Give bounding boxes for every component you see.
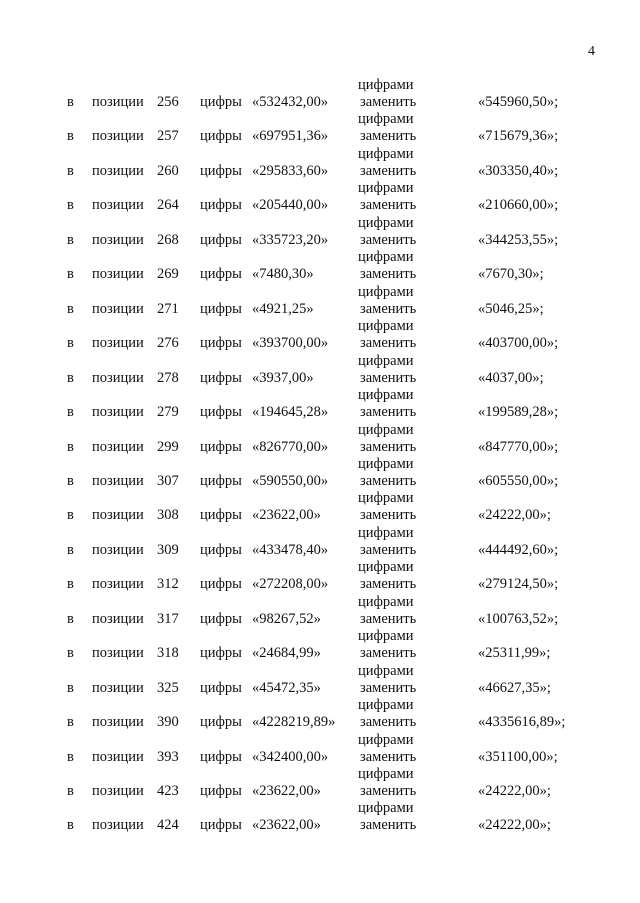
word-zamenit: заменить xyxy=(360,714,417,731)
new-value: «715679,36»; xyxy=(478,128,559,145)
word-pozicii: позиции xyxy=(92,162,144,179)
word-pozicii: позиции xyxy=(92,783,144,799)
word-pozicii: позиции xyxy=(92,335,144,352)
word-pozicii: позиции xyxy=(92,714,144,731)
word-ciframi: цифрами xyxy=(358,559,414,576)
word-pozicii: позиции xyxy=(92,472,144,489)
word-cifry: цифры xyxy=(200,335,242,352)
word-ciframi: цифрами xyxy=(358,524,414,541)
amendment-row xyxy=(0,283,640,318)
position-number: 318 xyxy=(157,645,179,662)
word-pozicii: позиции xyxy=(92,128,144,145)
word-cifry: цифры xyxy=(200,576,242,593)
word-ciframi: цифрами xyxy=(358,77,414,93)
word-v: в xyxy=(67,128,74,145)
page-number: 4 xyxy=(588,44,595,59)
amendment-row xyxy=(0,766,640,800)
word-cifry: цифры xyxy=(200,472,242,489)
old-value: «393700,00» xyxy=(252,335,329,352)
amendment-row xyxy=(0,800,640,834)
old-value: «3937,00» xyxy=(252,369,314,386)
position-number: 423 xyxy=(157,783,179,799)
position-number: 309 xyxy=(157,541,179,558)
word-zamenit: заменить xyxy=(360,231,417,248)
old-value: «295833,60» xyxy=(252,162,329,179)
new-value: «24222,00»; xyxy=(478,783,551,799)
new-value: «199589,28»; xyxy=(478,404,559,421)
word-v: в xyxy=(67,507,74,524)
word-zamenit: заменить xyxy=(360,335,417,352)
amendment-row xyxy=(0,421,640,456)
position-number: 278 xyxy=(157,369,179,386)
new-value: «4335616,89»; xyxy=(478,714,566,731)
word-v: в xyxy=(67,472,74,489)
word-cifry: цифры xyxy=(200,817,242,834)
word-zamenit: заменить xyxy=(360,404,417,421)
amendment-row xyxy=(0,318,640,352)
amendment-row xyxy=(0,180,640,214)
amendment-row xyxy=(0,145,640,180)
old-value: «205440,00» xyxy=(252,197,329,214)
word-ciframi: цифрами xyxy=(358,593,414,610)
old-value: «45472,35» xyxy=(252,679,321,696)
new-value: «4037,00»; xyxy=(478,369,544,386)
word-v: в xyxy=(67,817,74,834)
old-value: «4228219,89» xyxy=(252,714,336,731)
word-zamenit: заменить xyxy=(360,576,417,593)
word-v: в xyxy=(67,162,74,179)
position-number: 264 xyxy=(157,197,179,214)
position-number: 424 xyxy=(157,817,179,834)
word-zamenit: заменить xyxy=(360,197,417,214)
word-cifry: цифры xyxy=(200,783,242,799)
word-v: в xyxy=(67,266,74,283)
word-cifry: цифры xyxy=(200,162,242,179)
word-cifry: цифры xyxy=(200,404,242,421)
word-v: в xyxy=(67,576,74,593)
position-number: 257 xyxy=(157,128,179,145)
word-ciframi: цифрами xyxy=(358,352,414,369)
word-pozicii: позиции xyxy=(92,748,144,765)
new-value: «444492,60»; xyxy=(478,541,559,558)
old-value: «4921,25» xyxy=(252,300,314,317)
amendment-row xyxy=(0,593,640,628)
word-pozicii: позиции xyxy=(92,404,144,421)
position-number: 308 xyxy=(157,507,179,524)
amendment-row xyxy=(0,111,640,145)
position-number: 317 xyxy=(157,610,179,627)
position-number: 276 xyxy=(157,335,179,352)
word-ciframi: цифрами xyxy=(358,766,414,782)
new-value: «545960,50»; xyxy=(478,94,559,110)
new-value: «847770,00»; xyxy=(478,438,559,455)
new-value: «279124,50»; xyxy=(478,576,559,593)
new-value: «403700,00»; xyxy=(478,335,559,352)
word-cifry: цифры xyxy=(200,266,242,283)
new-value: «303350,40»; xyxy=(478,162,559,179)
old-value: «24684,99» xyxy=(252,645,321,662)
word-zamenit: заменить xyxy=(360,783,417,799)
word-pozicii: позиции xyxy=(92,197,144,214)
position-number: 390 xyxy=(157,714,179,731)
word-zamenit: заменить xyxy=(360,817,417,834)
word-v: в xyxy=(67,714,74,731)
position-number: 260 xyxy=(157,162,179,179)
old-value: «532432,00» xyxy=(252,94,329,110)
old-value: «826770,00» xyxy=(252,438,329,455)
word-ciframi: цифрами xyxy=(358,800,414,817)
word-ciframi: цифрами xyxy=(358,490,414,507)
new-value: «46627,35»; xyxy=(478,679,551,696)
word-zamenit: заменить xyxy=(360,679,417,696)
word-ciframi: цифрами xyxy=(358,318,414,335)
amendment-row xyxy=(0,628,640,662)
word-v: в xyxy=(67,94,74,110)
word-ciframi: цифрами xyxy=(358,283,414,300)
word-zamenit: заменить xyxy=(360,507,417,524)
word-ciframi: цифрами xyxy=(358,249,414,266)
position-number: 271 xyxy=(157,300,179,317)
word-v: в xyxy=(67,783,74,799)
position-number: 268 xyxy=(157,231,179,248)
word-ciframi: цифрами xyxy=(358,628,414,645)
word-zamenit: заменить xyxy=(360,541,417,558)
word-v: в xyxy=(67,231,74,248)
position-number: 325 xyxy=(157,679,179,696)
word-ciframi: цифрами xyxy=(358,180,414,197)
word-ciframi: цифрами xyxy=(358,731,414,748)
word-ciframi: цифрами xyxy=(358,111,414,128)
word-pozicii: позиции xyxy=(92,369,144,386)
amendment-row xyxy=(0,214,640,249)
word-cifry: цифры xyxy=(200,231,242,248)
word-cifry: цифры xyxy=(200,645,242,662)
amendment-row xyxy=(0,662,640,697)
amendment-row xyxy=(0,490,640,524)
word-pozicii: позиции xyxy=(92,679,144,696)
word-pozicii: позиции xyxy=(92,645,144,662)
old-value: «433478,40» xyxy=(252,541,329,558)
word-cifry: цифры xyxy=(200,94,242,110)
word-zamenit: заменить xyxy=(360,610,417,627)
new-value: «7670,30»; xyxy=(478,266,544,283)
word-cifry: цифры xyxy=(200,128,242,145)
old-value: «7480,30» xyxy=(252,266,314,283)
word-pozicii: позиции xyxy=(92,541,144,558)
word-v: в xyxy=(67,197,74,214)
word-pozicii: позиции xyxy=(92,94,144,110)
amendment-row xyxy=(0,559,640,593)
word-pozicii: позиции xyxy=(92,438,144,455)
word-cifry: цифры xyxy=(200,300,242,317)
word-pozicii: позиции xyxy=(92,507,144,524)
word-v: в xyxy=(67,404,74,421)
old-value: «590550,00» xyxy=(252,472,329,489)
word-v: в xyxy=(67,335,74,352)
amendment-row xyxy=(0,249,640,283)
word-ciframi: цифрами xyxy=(358,214,414,231)
word-pozicii: позиции xyxy=(92,266,144,283)
new-value: «24222,00»; xyxy=(478,507,551,524)
word-v: в xyxy=(67,541,74,558)
position-number: 256 xyxy=(157,94,179,110)
word-zamenit: заменить xyxy=(360,162,417,179)
amendment-row xyxy=(0,697,640,731)
new-value: «100763,52»; xyxy=(478,610,559,627)
word-cifry: цифры xyxy=(200,507,242,524)
word-ciframi: цифрами xyxy=(358,697,414,714)
word-cifry: цифры xyxy=(200,369,242,386)
word-cifry: цифры xyxy=(200,714,242,731)
old-value: «23622,00» xyxy=(252,507,321,524)
old-value: «335723,20» xyxy=(252,231,329,248)
new-value: «344253,55»; xyxy=(478,231,559,248)
word-zamenit: заменить xyxy=(360,645,417,662)
position-number: 269 xyxy=(157,266,179,283)
new-value: «210660,00»; xyxy=(478,197,559,214)
amendment-row xyxy=(0,352,640,387)
old-value: «23622,00» xyxy=(252,817,321,834)
word-ciframi: цифрами xyxy=(358,455,414,472)
word-cifry: цифры xyxy=(200,610,242,627)
amendment-row xyxy=(0,77,640,111)
word-zamenit: заменить xyxy=(360,94,417,110)
word-pozicii: позиции xyxy=(92,300,144,317)
word-cifry: цифры xyxy=(200,679,242,696)
new-value: «351100,00»; xyxy=(478,748,558,765)
word-ciframi: цифрами xyxy=(358,387,414,404)
word-zamenit: заменить xyxy=(360,128,417,145)
word-pozicii: позиции xyxy=(92,231,144,248)
word-zamenit: заменить xyxy=(360,300,417,317)
position-number: 307 xyxy=(157,472,179,489)
old-value: «272208,00» xyxy=(252,576,329,593)
word-ciframi: цифрами xyxy=(358,145,414,162)
new-value: «5046,25»; xyxy=(478,300,544,317)
word-v: в xyxy=(67,679,74,696)
word-v: в xyxy=(67,610,74,627)
word-v: в xyxy=(67,369,74,386)
amendment-row xyxy=(0,731,640,766)
word-ciframi: цифрами xyxy=(358,421,414,438)
word-zamenit: заменить xyxy=(360,472,417,489)
word-pozicii: позиции xyxy=(92,576,144,593)
word-v: в xyxy=(67,748,74,765)
word-zamenit: заменить xyxy=(360,266,417,283)
word-cifry: цифры xyxy=(200,748,242,765)
word-cifry: цифры xyxy=(200,541,242,558)
new-value: «24222,00»; xyxy=(478,817,551,834)
word-v: в xyxy=(67,438,74,455)
word-v: в xyxy=(67,300,74,317)
old-value: «697951,36» xyxy=(252,128,329,145)
amendment-row xyxy=(0,455,640,490)
old-value: «23622,00» xyxy=(252,783,321,799)
position-number: 393 xyxy=(157,748,179,765)
word-zamenit: заменить xyxy=(360,438,417,455)
word-ciframi: цифрами xyxy=(358,662,414,679)
new-value: «605550,00»; xyxy=(478,472,559,489)
amendment-row xyxy=(0,524,640,559)
word-v: в xyxy=(67,645,74,662)
word-cifry: цифры xyxy=(200,197,242,214)
old-value: «342400,00» xyxy=(252,748,329,765)
amendment-row xyxy=(0,387,640,421)
word-zamenit: заменить xyxy=(360,748,417,765)
word-pozicii: позиции xyxy=(92,610,144,627)
word-zamenit: заменить xyxy=(360,369,417,386)
position-number: 312 xyxy=(157,576,179,593)
position-number: 299 xyxy=(157,438,179,455)
old-value: «194645,28» xyxy=(252,404,329,421)
position-number: 279 xyxy=(157,404,179,421)
new-value: «25311,99»; xyxy=(478,645,551,662)
word-pozicii: позиции xyxy=(92,817,144,834)
word-cifry: цифры xyxy=(200,438,242,455)
old-value: «98267,52» xyxy=(252,610,321,627)
